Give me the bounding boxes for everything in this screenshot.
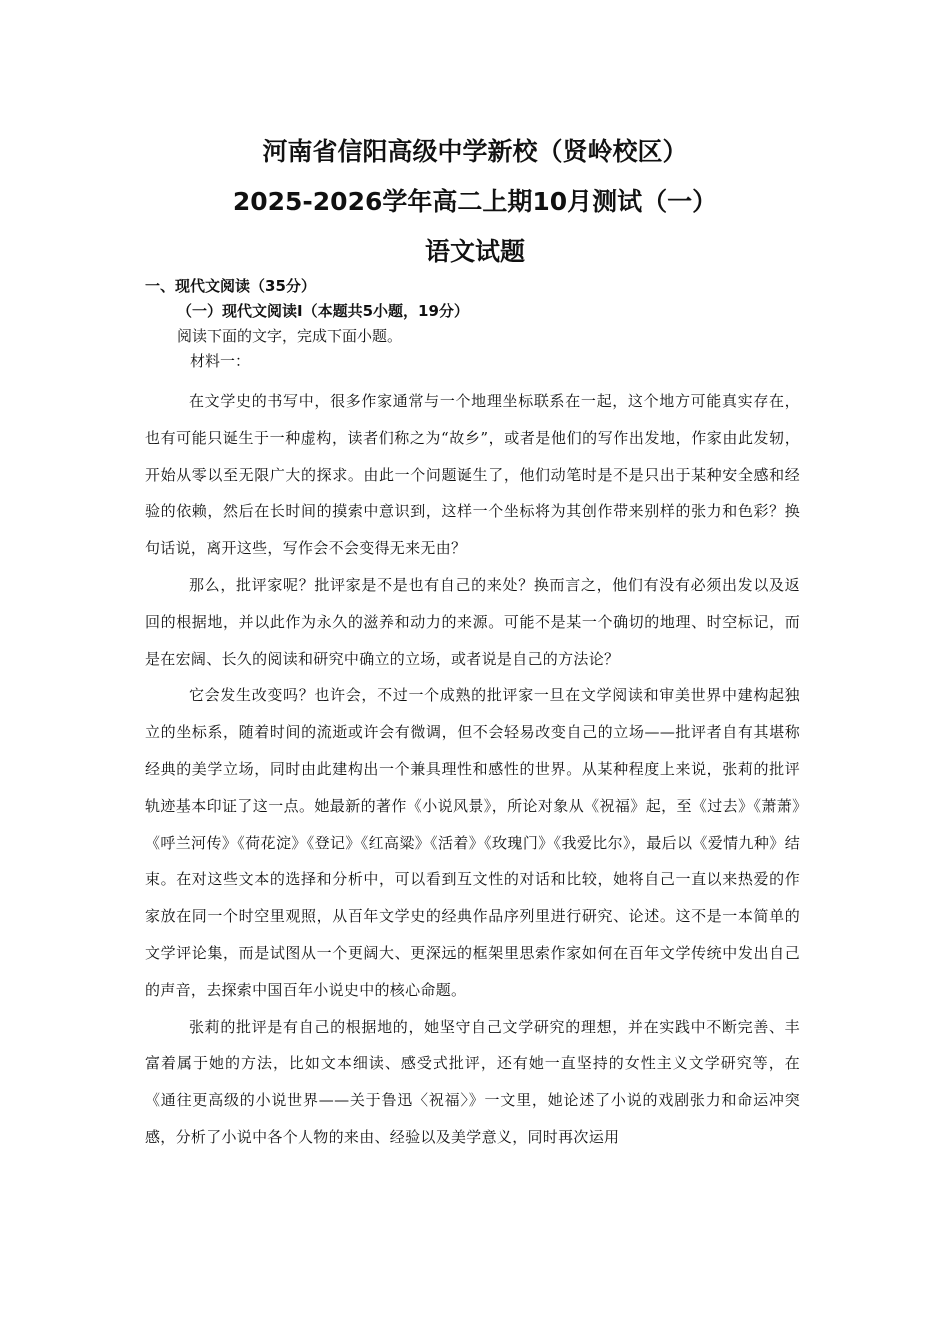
passage-paragraph: 张莉的批评是有自己的根据地的，她坚守自己文学研究的理想，并在实践中不断完善、丰富着属于她的方法，比如文本细读、感受式批评，还有她一直坚持的女性主义文学研究等，在《通往更高级的小说世界——关于鲁迅〈祝福〉》一文里，她论述了小说的戏剧张力和命运冲突感，分析了小说中各个人物的来由、经验以及美学意义，同时再次运用 — [145, 1017, 800, 1146]
exam-school-title: 河南省信阳高级中学新校（贤岭校区） — [262, 137, 688, 166]
subsection-heading: （一）现代文阅读I（本题共5小题，19分） — [177, 302, 469, 320]
section-heading: 一、现代文阅读（35分） — [145, 277, 316, 295]
passage-paragraph: 它会发生改变吗？也许会，不过一个成熟的批评家一旦在文学阅读和审美世界中建构起独立的坐标系，随着时间的流逝或许会有微调，但不会轻易改变自己的立场——批评者自有其堪称经典的美学立场，同时由此建构出一个兼具理性和感性的世界。从某种程度上来说，张莉的批评轨迹基本印证了这一点。她最新的著作《小说风景》，所论对象从《祝福》起，至《过去》《萧萧》《呼兰河传》《荷花淀》《登记》《红高粱》《活着》《玫瑰门》《我爱比尔》，最后以《爱情九种》结束。在对这些文本的选择和分析中，可以看到互文性的对话和比较，她将自己一直以来热爱的作家放在同一个时空里观照，从百年文学史的经典作品序列里进行研究、论述。这不是一本简单的文学评论集，而是试图从一个更阔大、更深远的框架里思索作家如何在百年文学传统中发出自己的声音，去探索中国百年小说史中的核心命题。 — [145, 686, 800, 999]
passage-paragraph: 在文学史的书写中，很多作家通常与一个地理坐标联系在一起，这个地方可能真实存在，也有可能只诞生于一种虚构，读者们称之为“故乡”，或者是他们的写作出发地，作家由此发轫，开始从零以至无限广大的探求。由此一个问题诞生了，他们动笔时是不是只出于某种安全感和经验的依赖，然后在长时间的摸索中意识到，这样一个坐标将为其创作带来别样的张力和色彩？换句话说，离开这些，写作会不会变得无来无由？ — [145, 392, 800, 558]
passage-paragraph: 那么，批评家呢？批评家是不是也有自己的来处？换而言之，他们有没有必须出发以及返回的根据地，并以此作为永久的滋养和动力的来源。可能不是某一个确切的地理、时空标记，而是在宏阔、长久的阅读和研究中确立的立场，或者说是自己的方法论？ — [145, 575, 800, 668]
exam-subject-title: 语文试题 — [424, 237, 525, 266]
passage-body — [145, 383, 800, 1156]
material-label: 材料一： — [190, 352, 251, 370]
reading-instruction: 阅读下面的文字，完成下面小题。 — [177, 327, 403, 345]
exam-term-title: 2025-2026学年高二上期10月测试（一） — [232, 187, 718, 216]
